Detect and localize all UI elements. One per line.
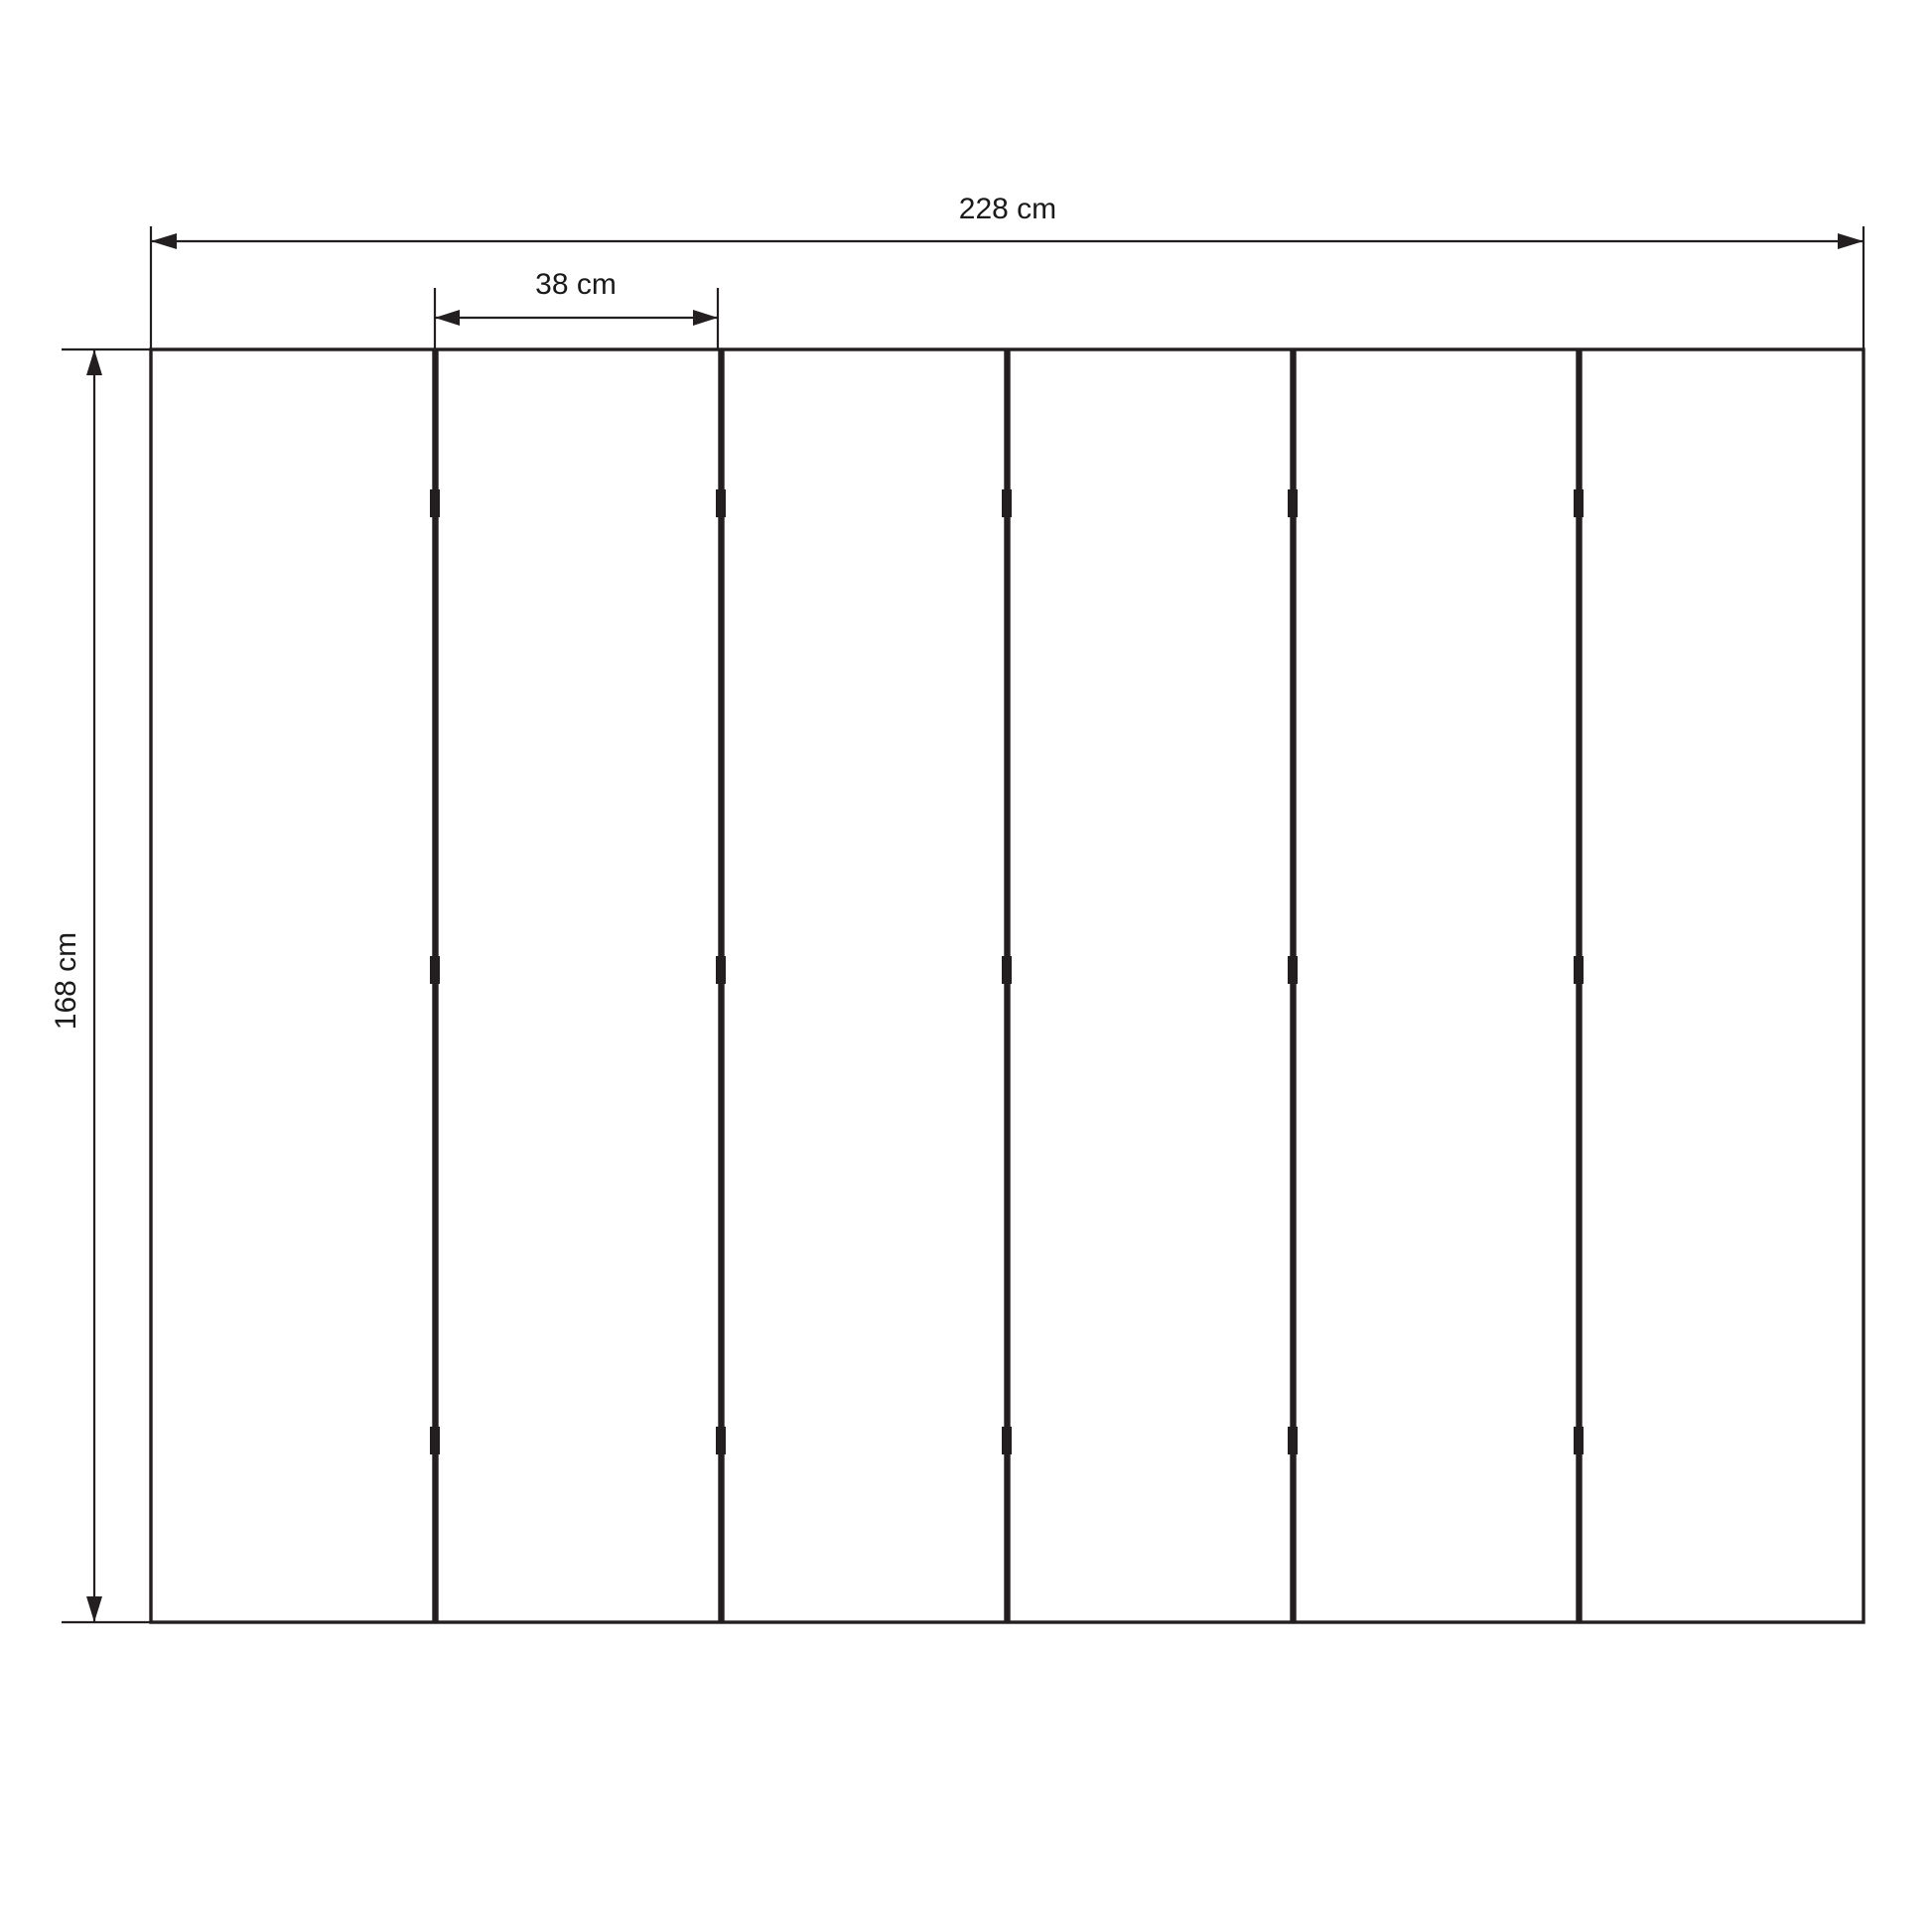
panel-4[interactable] bbox=[1009, 349, 1292, 1622]
panel-width-label: 38 cm bbox=[535, 267, 617, 301]
hinge-icon bbox=[716, 489, 726, 517]
hinge-icon bbox=[1002, 956, 1012, 984]
arrow-left-icon bbox=[435, 310, 460, 326]
hinge-icon bbox=[1574, 489, 1584, 517]
hinge-icon bbox=[430, 1427, 440, 1454]
arrow-right-icon bbox=[693, 310, 718, 326]
arrow-right-icon bbox=[1838, 233, 1863, 249]
hinge-icon bbox=[1002, 489, 1012, 517]
panel-3[interactable] bbox=[723, 349, 1006, 1622]
arrow-left-icon bbox=[151, 233, 177, 249]
hinge-icon bbox=[1288, 1427, 1298, 1454]
arrow-up-icon bbox=[86, 349, 102, 375]
panel-1[interactable] bbox=[151, 349, 434, 1622]
hinge-icon bbox=[1288, 956, 1298, 984]
panel-2[interactable] bbox=[437, 349, 720, 1622]
height-dimension bbox=[50, 349, 151, 1622]
total-width-dimension bbox=[151, 193, 1863, 349]
hinge-icon bbox=[430, 956, 440, 984]
panel-5[interactable] bbox=[1295, 349, 1578, 1622]
height-label: 168 cm bbox=[49, 931, 82, 1031]
hinge-icon bbox=[1574, 956, 1584, 984]
hinge-icon bbox=[1574, 1427, 1584, 1454]
hinge-icon bbox=[1002, 1427, 1012, 1454]
hinge-icon bbox=[716, 956, 726, 984]
total-width-label: 228 cm bbox=[958, 192, 1057, 225]
panel-6[interactable] bbox=[1581, 349, 1863, 1622]
panel-width-dimension bbox=[435, 268, 718, 349]
hinge-icon bbox=[716, 1427, 726, 1454]
hinge-icon bbox=[1288, 489, 1298, 517]
arrow-down-icon bbox=[86, 1596, 102, 1622]
hinge-icon bbox=[430, 489, 440, 517]
